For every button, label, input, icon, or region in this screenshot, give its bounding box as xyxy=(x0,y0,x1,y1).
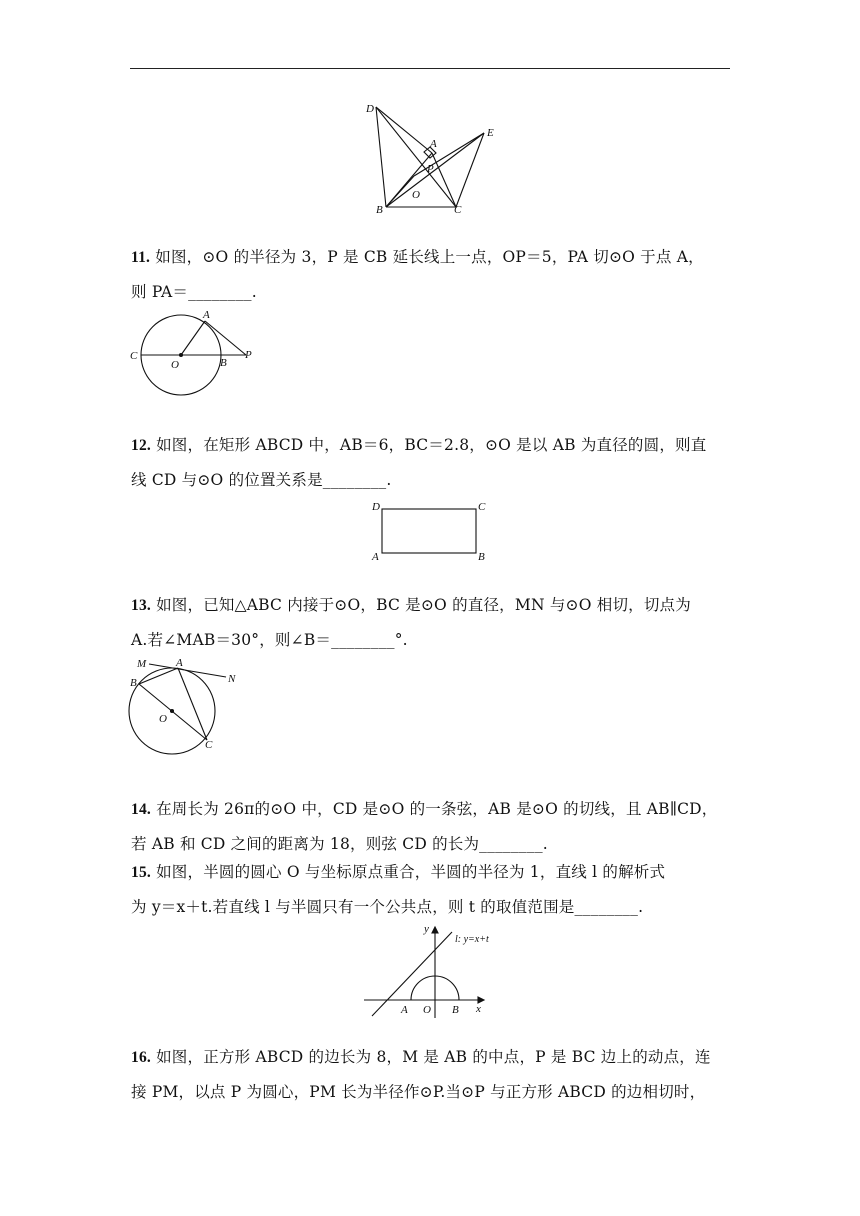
fig10-label-b: B xyxy=(376,204,383,216)
fig13-label-o: O xyxy=(159,713,167,725)
question-number: 16. xyxy=(131,1049,151,1066)
fig13-label-m: M xyxy=(137,658,147,670)
fig13-label-c: C xyxy=(205,739,213,751)
fig10-label-a: A xyxy=(430,138,437,150)
fig10-label-c: C xyxy=(454,204,462,216)
fig15-label-b: B xyxy=(452,1004,459,1016)
fig10-label-p: P xyxy=(427,163,434,175)
question-text-line1: 在周长为 26π的⊙O 中，CD 是⊙O 的一条弦，AB 是⊙O 的切线，且 AB∥CD， xyxy=(150,800,718,818)
question-number: 12. xyxy=(131,437,151,454)
fig11-label-p: P xyxy=(245,349,252,361)
fig13-label-a: A xyxy=(176,657,183,669)
question-number: 11. xyxy=(131,249,151,266)
question-number: 13. xyxy=(131,597,151,614)
question-text-line2: 则 PA＝________. xyxy=(131,283,257,301)
question-12 xyxy=(131,428,731,497)
fig15-label-y: y xyxy=(424,923,429,935)
question-text-line2: 为 y＝x＋t.若直线 l 与半圆只有一个公共点，则 t 的取值范围是________. xyxy=(131,898,644,916)
fig15-label-line: l: y=x+t xyxy=(455,934,489,945)
fig15-label-x: x xyxy=(476,1003,481,1015)
fig15-label-a: A xyxy=(401,1004,408,1016)
question-15 xyxy=(131,855,731,924)
fig12-label-b: B xyxy=(478,551,485,563)
header-rule xyxy=(130,68,730,69)
question-text-line2: 接 PM，以点 P 为圆心，PM 长为半径作⊙P.当⊙P 与正方形 ABCD 的边相切时， xyxy=(131,1083,706,1101)
question-text-line1: 如图，半圆的圆心 O 与坐标原点重合，半圆的半径为 1，直线 l 的解析式 xyxy=(150,863,666,881)
question-14 xyxy=(131,792,731,861)
question-number: 14. xyxy=(131,801,151,818)
fig10-label-e: E xyxy=(487,127,494,139)
fig12-label-c: C xyxy=(478,501,486,513)
question-text-line2: A.若∠MAB＝30°，则∠B＝________°. xyxy=(131,631,408,649)
question-text-line1: 如图，正方形 ABCD 的边长为 8，M 是 AB 的中点，P 是 BC 边上的动点，连 xyxy=(150,1048,711,1066)
question-16 xyxy=(131,1040,731,1109)
question-11 xyxy=(131,240,731,309)
question-13 xyxy=(131,588,731,657)
fig11-label-c: C xyxy=(130,350,138,362)
fig11-label-b: B xyxy=(220,357,227,369)
question-text-line1: 如图，⊙O 的半径为 3，P 是 CB 延长线上一点，OP＝5，PA 切⊙O 于点 A， xyxy=(150,248,704,266)
question-text-line1: 如图，在矩形 ABCD 中，AB＝6，BC＝2.8，⊙O 是以 AB 为直径的圆，则直 xyxy=(150,436,707,454)
question-number: 15. xyxy=(131,864,151,881)
fig12-label-a: A xyxy=(372,551,379,563)
question-text-line2: 若 AB 和 CD 之间的距离为 18，则弦 CD 的长为________. xyxy=(131,835,548,853)
fig13-label-b: B xyxy=(130,677,137,689)
question-text-line1: 如图，已知△ABC 内接于⊙O，BC 是⊙O 的直径，MN 与⊙O 相切，切点为 xyxy=(150,596,691,614)
fig11-label-o: O xyxy=(171,359,179,371)
fig10-label-d: D xyxy=(366,103,374,115)
fig10-label-o: O xyxy=(412,189,420,201)
question-text-line2: 线 CD 与⊙O 的位置关系是________. xyxy=(131,471,392,489)
fig12-label-d: D xyxy=(372,501,380,513)
fig11-label-a: A xyxy=(203,309,210,321)
fig15-label-o: O xyxy=(423,1004,431,1016)
fig13-label-n: N xyxy=(228,673,236,685)
